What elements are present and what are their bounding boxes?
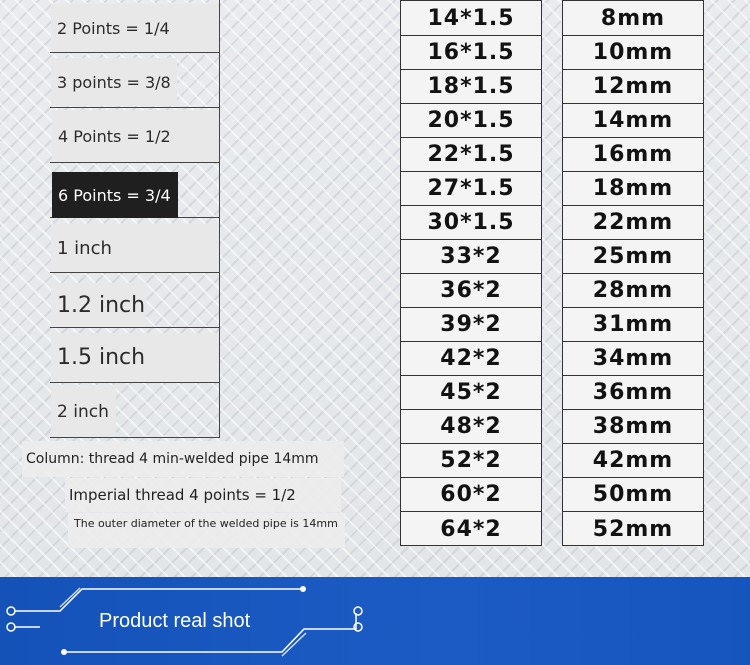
thread-cell: 48*2 bbox=[401, 410, 541, 444]
diameter-cell: 50mm bbox=[563, 478, 703, 512]
circuit-dot-upper bbox=[300, 586, 306, 592]
column-note: Column: thread 4 min-welded pipe 14mm bbox=[22, 441, 344, 477]
thread-cell: 27*1.5 bbox=[401, 172, 541, 206]
outer-diameter-note: The outer diameter of the welded pipe is 14mm bbox=[68, 513, 345, 548]
circuit-line-upper bbox=[14, 589, 302, 611]
diameter-cell: 42mm bbox=[563, 444, 703, 478]
circuit-line-upper-echo bbox=[60, 588, 80, 607]
thread-cell: 30*1.5 bbox=[401, 206, 541, 240]
thread-cell: 36*2 bbox=[401, 274, 541, 308]
diameter-cell: 34mm bbox=[563, 342, 703, 376]
circuit-node-right-top bbox=[354, 607, 362, 615]
thread-cell: 60*2 bbox=[401, 478, 541, 512]
diameter-cell: 36mm bbox=[563, 376, 703, 410]
diameter-cell: 28mm bbox=[563, 274, 703, 308]
thread-cell: 16*1.5 bbox=[401, 36, 541, 70]
diameter-cell: 52mm bbox=[592, 517, 674, 542]
diameter-cell: 38mm bbox=[563, 410, 703, 444]
thread-table bbox=[400, 0, 542, 546]
circuit-line-lower-echo bbox=[282, 633, 306, 656]
spec-option-2-inch[interactable]: 2 inch bbox=[51, 386, 116, 437]
imperial-note: Imperial thread 4 points = 1/2 bbox=[65, 478, 341, 512]
diameter-cell: 14mm bbox=[563, 104, 703, 138]
circuit-dot-lower bbox=[61, 649, 67, 655]
spec-option-4-points[interactable]: 4 Points = 1/2 bbox=[52, 110, 219, 162]
banner-title: Product real shot bbox=[99, 610, 251, 632]
diameter-cell: 16mm bbox=[563, 138, 703, 172]
circuit-node-left-top bbox=[7, 607, 15, 615]
thread-cell: 18*1.5 bbox=[401, 70, 541, 104]
thread-cell: 39*2 bbox=[401, 308, 541, 342]
thread-cell: 42*2 bbox=[401, 342, 541, 376]
thread-cell: 22*1.5 bbox=[401, 138, 541, 172]
diameter-cell: 8mm bbox=[563, 1, 703, 36]
circuit-node-right-bottom bbox=[354, 623, 362, 631]
diameter-cell: 22mm bbox=[563, 206, 703, 240]
diameter-cell: 12mm bbox=[563, 70, 703, 104]
thread-cell: 14*1.5 bbox=[401, 1, 541, 36]
spec-option-2-points[interactable]: 2 Points = 1/4 bbox=[51, 4, 219, 52]
thread-cell: 20*1.5 bbox=[401, 104, 541, 138]
diameter-table bbox=[562, 0, 704, 546]
thread-cell: 64*2 bbox=[440, 517, 502, 542]
spec-option-3-points[interactable]: 3 points = 3/8 bbox=[51, 58, 177, 106]
thread-cell: 33*2 bbox=[401, 240, 541, 274]
diameter-cell: 18mm bbox=[563, 172, 703, 206]
diameter-cell: 10mm bbox=[563, 36, 703, 70]
thread-cell: 52*2 bbox=[401, 444, 541, 478]
spec-option-6-points-selected[interactable]: 6 Points = 3/4 bbox=[52, 172, 178, 218]
spec-option-1-5-inch[interactable]: 1.5 inch bbox=[51, 333, 219, 382]
spec-option-1-2-inch[interactable]: 1.2 inch bbox=[51, 283, 146, 327]
spec-option-1-inch[interactable]: 1 inch bbox=[51, 224, 219, 272]
diameter-cell: 25mm bbox=[563, 240, 703, 274]
diameter-cell: 31mm bbox=[563, 308, 703, 342]
circuit-node-left-bottom bbox=[7, 623, 15, 631]
product-real-shot-banner bbox=[0, 577, 750, 665]
thread-cell: 45*2 bbox=[401, 376, 541, 410]
